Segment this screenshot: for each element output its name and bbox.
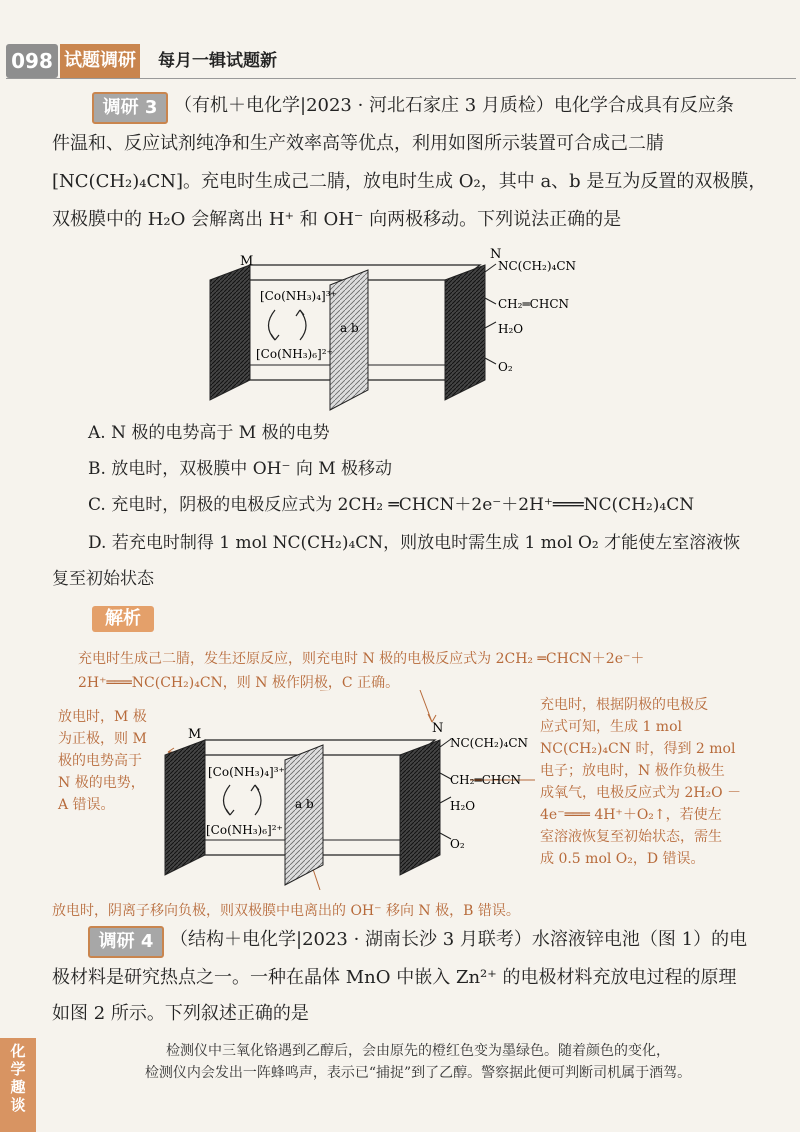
footer-note-line: 检测仪内会发出一阵蜂鸣声，表示已“捕捉”到了乙醇。警察据此便可判断司机属于酒驾。 [144, 1065, 692, 1081]
option-d-continued: 复至初始状态 [52, 569, 154, 589]
species-acrylonitrile: CH₂═CHCN [498, 297, 570, 311]
analysis-bottom-line: 放电时，阴离子移向负极，则双极膜中电离出的 OH⁻ 移向 N 极，B 错误。 [52, 903, 520, 919]
annotated-electrolysis-diagram [150, 690, 550, 890]
analysis-left-line: 为正极，则 M [58, 731, 147, 747]
footer-note [44, 1040, 792, 1084]
label-m: M [188, 727, 202, 742]
analysis-right-line: 应式可知，生成 1 mol [540, 719, 682, 735]
species-water: H₂O [450, 799, 476, 813]
option-c: C. 充电时，阴极的电极反应式为 2CH₂ ═CHCN＋2e⁻＋2H⁺═══NC(CH₂)₄CN [88, 495, 695, 515]
q3-line-3: [NC(CH₂)₄CN]。充电时生成己二腈，放电时生成 O₂，其中 a、b 是互为反置的双极膜， [52, 171, 767, 192]
analysis-right-line: 充电时，根据阴极的电极反 [540, 697, 708, 713]
q3-line-2: 件温和、反应试剂纯净和生产效率高等优点，利用如图所示装置可合成己二腈 [52, 133, 664, 154]
footer-note-line: 检测仪中三氧化铬遇到乙醇后，会由原先的橙红色变为墨绿色。随着颜色的变化， [166, 1043, 670, 1059]
species-oxygen: O₂ [498, 360, 513, 374]
analysis-right-line: 成氧气，电极反应式为 2H₂O － [540, 785, 742, 801]
species-acrylonitrile: CH₂═CHCN [450, 773, 522, 787]
electrolysis-diagram [200, 240, 620, 415]
species-water: H₂O [498, 322, 524, 336]
ion-bottom: [Co(NH₃)₆]²⁺ [256, 347, 333, 361]
electrode-m [165, 740, 205, 875]
header-divider [6, 78, 796, 79]
bipolar-membrane [285, 745, 323, 885]
q4-line-1: （结构＋电化学|2023 · 湖南长沙 3 月联考）水溶液锌电池（图 1）的电 [170, 929, 748, 950]
analysis-right-line: NC(CH₂)₄CN 时，得到 2 mol [540, 741, 736, 757]
electrode-m [210, 265, 250, 400]
analysis-right-note [540, 694, 740, 870]
label-n: N [490, 247, 502, 262]
analysis-right-line: 成 0.5 mol O₂，D 错误。 [540, 851, 705, 867]
option-b: B. 放电时，双极膜中 OH⁻ 向 M 极移动 [88, 459, 393, 479]
species-adiponitrile: NC(CH₂)₄CN [498, 259, 576, 273]
section-title: 试题调研 [60, 44, 140, 78]
q3-line-4: 双极膜中的 H₂O 会解离出 H⁺ 和 OH⁻ 向两极移动。下列说法正确的是 [52, 209, 622, 230]
column-title: 每月一辑试题新 [158, 51, 277, 71]
membrane-label: a b [295, 797, 314, 811]
question-3-tag: 调研 3 [92, 92, 168, 124]
electrode-n [400, 740, 440, 875]
ion-top: [Co(NH₃)₄]³⁺ [260, 289, 337, 303]
analysis-left-line: 极的电势高于 [58, 753, 142, 769]
analysis-top-line-1: 充电时生成己二腈，发生还原反应，则充电时 N 极的电极反应式为 2CH₂ ═CHCN＋2e⁻＋ [78, 651, 645, 667]
q4-line-2: 极材料是研究热点之一。一种在晶体 MnO 中嵌入 Zn²⁺ 的电极材料充放电过程的原理 [52, 967, 737, 988]
q4-line-3: 如图 2 所示。下列叙述正确的是 [52, 1003, 309, 1024]
analysis-left-line: A 错误。 [58, 797, 115, 813]
analysis-left-line: 放电时，M 极 [58, 709, 147, 725]
option-a: A. N 极的电势高于 M 极的电势 [88, 423, 330, 443]
chemistry-fun-tab: 化 学 趣 谈 [0, 1038, 36, 1132]
ion-top: [Co(NH₃)₄]³⁺ [208, 765, 285, 779]
q3-line-1: （有机＋电化学|2023 · 河北石家庄 3 月质检）电化学合成具有反应条 [174, 95, 734, 116]
electrode-n [445, 265, 485, 400]
analysis-top-line-2: 2H⁺═══NC(CH₂)₄CN，则 N 极作阴极，C 正确。 [78, 675, 400, 691]
analysis-left-line: N 极的电势， [58, 775, 145, 791]
label-m: M [240, 254, 254, 269]
analysis-tag: 解析 [92, 606, 154, 632]
analysis-right-line: 4e⁻═══ 4H⁺＋O₂↑，若使左 [540, 807, 722, 823]
question-4-tag: 调研 4 [88, 926, 164, 958]
analysis-right-line: 电子；放电时，N 极作负极生 [540, 763, 725, 779]
ion-bottom: [Co(NH₃)₆]²⁺ [206, 823, 283, 837]
analysis-right-line: 室溶液恢复至初始状态，需生 [540, 829, 722, 845]
page-number: 098 [6, 44, 58, 78]
species-adiponitrile: NC(CH₂)₄CN [450, 736, 528, 750]
species-oxygen: O₂ [450, 837, 465, 851]
label-n: N [432, 721, 444, 736]
membrane-label: a b [340, 321, 359, 335]
option-d: D. 若充电时制得 1 mol NC(CH₂)₄CN，则放电时需生成 1 mol O₂ 才能使左室溶液恢 [88, 533, 741, 553]
